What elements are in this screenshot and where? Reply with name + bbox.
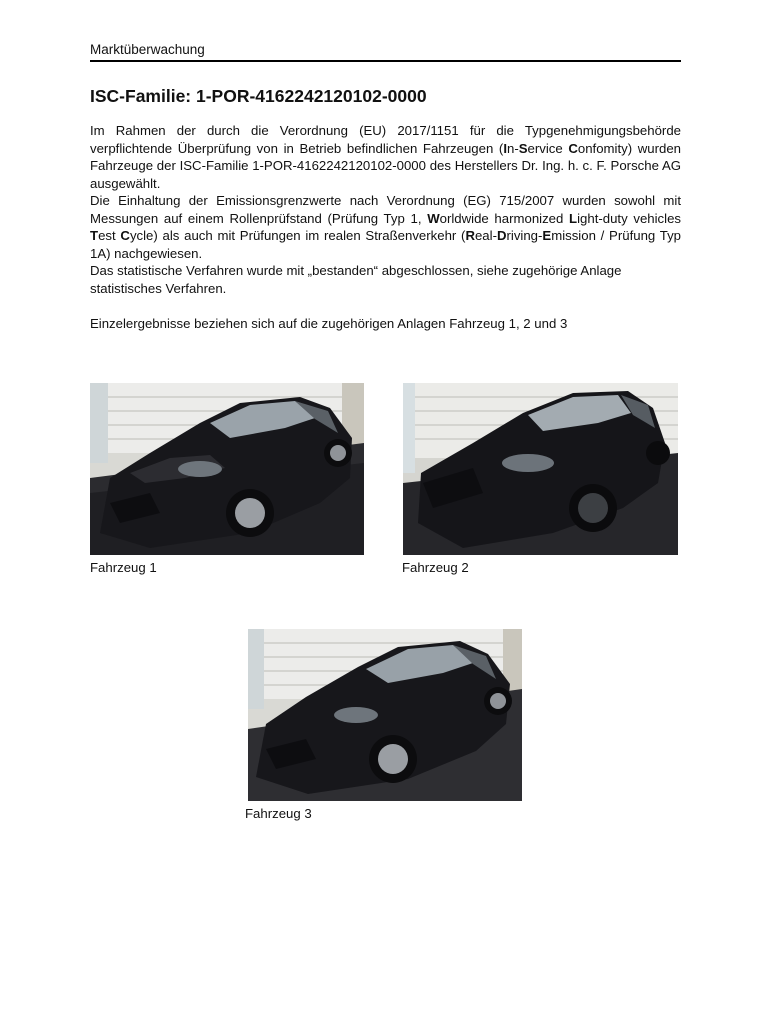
page-header-label: Marktüberwachung — [90, 42, 205, 57]
emissions-paragraph: Die Einhaltung der Emissionsgrenzwerte nach Verordnung (EG) 715/2007 wurden sowohl mit Messungen auf einem Rollenprüfstand (Prüfung Typ 1, Worldwide harmonized Light-duty vehicles Test Cycle) als auch mit Prüfungen im realen Straßenverkehr (Real-Driving-Emission / Prüfung Typ 1A) nachgewiesen. — [90, 193, 682, 261]
results-paragraph: Einzelergebnisse beziehen sich auf die zugehörigen Anlagen Fahrzeug 1, 2 und 3 — [90, 315, 568, 331]
vehicle-photo-3 — [248, 629, 522, 801]
intro-paragraph: Im Rahmen der durch die Verordnung (EU) 2017/1151 für die Typgenehmigungsbehörde verpflichtende Überprüfung von in Betrieb befindlichen Fahrzeugen (In-Service Confomity) wurden Fahrzeuge der ISC-Familie 1-POR-4162242120102-0000 des Herstellers Dr. Ing. h. c. F. Porsche AG ausgewählt. — [90, 123, 681, 191]
page-title: ISC-Familie: 1-POR-4162242120102-0000 — [90, 86, 427, 106]
vehicle-caption-3: Fahrzeug 3 — [245, 806, 312, 821]
vehicle-caption-2: Fahrzeug 2 — [402, 560, 469, 575]
statistics-paragraph: Das statistische Verfahren wurde mit „bestanden“ abgeschlossen, siehe zugehörige Anlage statistisches Verfahren. — [90, 263, 622, 296]
vehicle-photo-2 — [403, 383, 678, 555]
header-rule — [90, 60, 681, 62]
body-text — [90, 122, 681, 332]
vehicle-photo-1 — [90, 383, 364, 555]
vehicle-caption-1: Fahrzeug 1 — [90, 560, 157, 575]
